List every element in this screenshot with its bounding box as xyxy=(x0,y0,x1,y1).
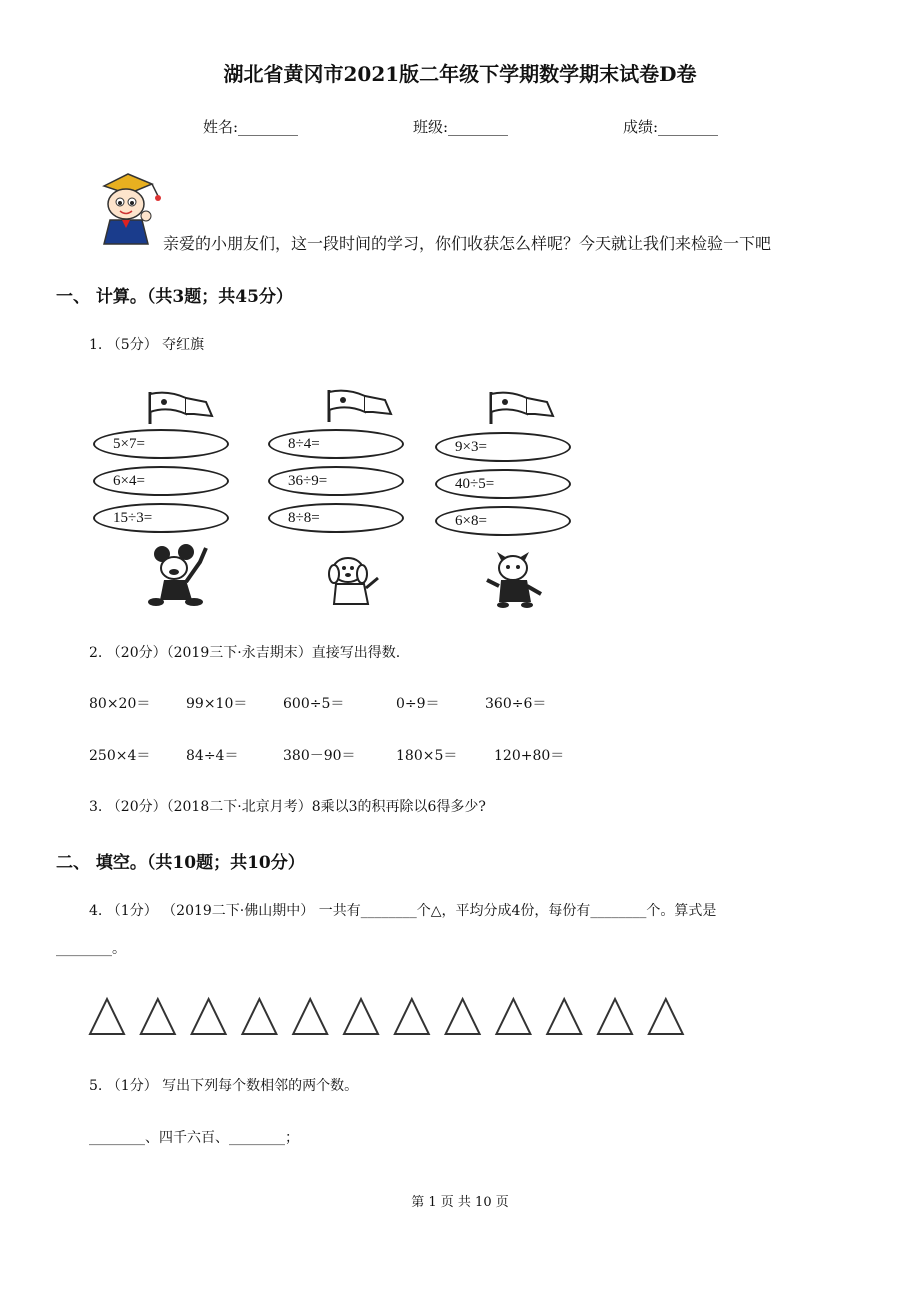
triangle-row xyxy=(88,996,688,1038)
flag-icon xyxy=(325,388,395,424)
triangle-shape xyxy=(344,999,378,1034)
flag-problem: 6×4= xyxy=(93,466,229,496)
question-4-answer-line: ________。 xyxy=(56,941,126,957)
triangle-shape xyxy=(395,999,429,1034)
calc-item: 0÷9＝ xyxy=(396,696,440,712)
triangle-shape xyxy=(192,999,226,1034)
triangle-shape xyxy=(547,999,581,1034)
flag-problem: 6×8= xyxy=(435,506,571,536)
calc-item: 80×20＝ xyxy=(89,696,151,712)
calc-item: 380－90＝ xyxy=(283,748,356,764)
flag-problem: 8÷4= xyxy=(268,429,404,459)
triangle-shape xyxy=(141,999,175,1034)
calc-item: 180×5＝ xyxy=(396,748,458,764)
mouse-icon xyxy=(146,540,212,608)
triangle-shape xyxy=(90,999,124,1034)
triangle-shape xyxy=(649,999,683,1034)
calc-item: 99×10＝ xyxy=(186,696,248,712)
calc-item: 600÷5＝ xyxy=(283,696,345,712)
triangle-shape xyxy=(446,999,480,1034)
greeting-text: 亲爱的小朋友们，这一段时间的学习，你们收获怎么样呢？今天就让我们来检验一下吧 xyxy=(163,234,772,253)
class-field-label: 班级:________ xyxy=(413,118,509,136)
question-5-blanks: ________、四千六百、________； xyxy=(89,1130,299,1146)
flag-problem: 9×3= xyxy=(435,432,571,462)
score-field-label: 成绩:________ xyxy=(623,118,719,136)
question-5: 5. （1分） 写出下列每个数相邻的两个数。 xyxy=(89,1078,359,1094)
calc-item: 360÷6＝ xyxy=(485,696,547,712)
triangle-shape xyxy=(293,999,327,1034)
flag-icon xyxy=(146,390,216,426)
calc-item: 250×4＝ xyxy=(89,748,151,764)
question-1: 1. （5分） 夺红旗 xyxy=(89,337,205,353)
triangle-shape xyxy=(242,999,276,1034)
triangle-shape xyxy=(496,999,530,1034)
section-1-heading: 一、 计算。（共3题；共45分） xyxy=(56,287,293,307)
question-3: 3. （20分）（2018二下·北京月考）8乘以3的积再除以6得多少? xyxy=(89,799,486,815)
calc-item: 84÷4＝ xyxy=(186,748,239,764)
calc-item: 120+80＝ xyxy=(494,748,565,764)
dog-icon xyxy=(326,552,384,608)
flag-problem: 15÷3= xyxy=(93,503,229,533)
flag-problem: 5×7= xyxy=(93,429,229,459)
flag-problem: 36÷9= xyxy=(268,466,404,496)
section-2-heading: 二、 填空。（共10题；共10分） xyxy=(56,853,305,873)
triangle-shape xyxy=(598,999,632,1034)
flag-icon xyxy=(487,390,557,426)
page-title: 湖北省黄冈市2021版二年级下学期数学期末试卷D卷 xyxy=(223,62,697,86)
question-2: 2. （20分）（2019三下·永吉期末）直接写出得数. xyxy=(89,645,401,661)
cat-icon xyxy=(483,550,545,610)
question-4: 4. （1分） （2019二下·佛山期中） 一共有________个△，平均分成4份，每份有________个。算式是 xyxy=(89,903,717,919)
mascot-icon xyxy=(94,168,166,248)
flag-problem: 8÷8= xyxy=(268,503,404,533)
name-field-label: 姓名:________ xyxy=(203,118,299,136)
page-footer: 第 1 页 共 10 页 xyxy=(411,1195,509,1210)
flag-problem: 40÷5= xyxy=(435,469,571,499)
